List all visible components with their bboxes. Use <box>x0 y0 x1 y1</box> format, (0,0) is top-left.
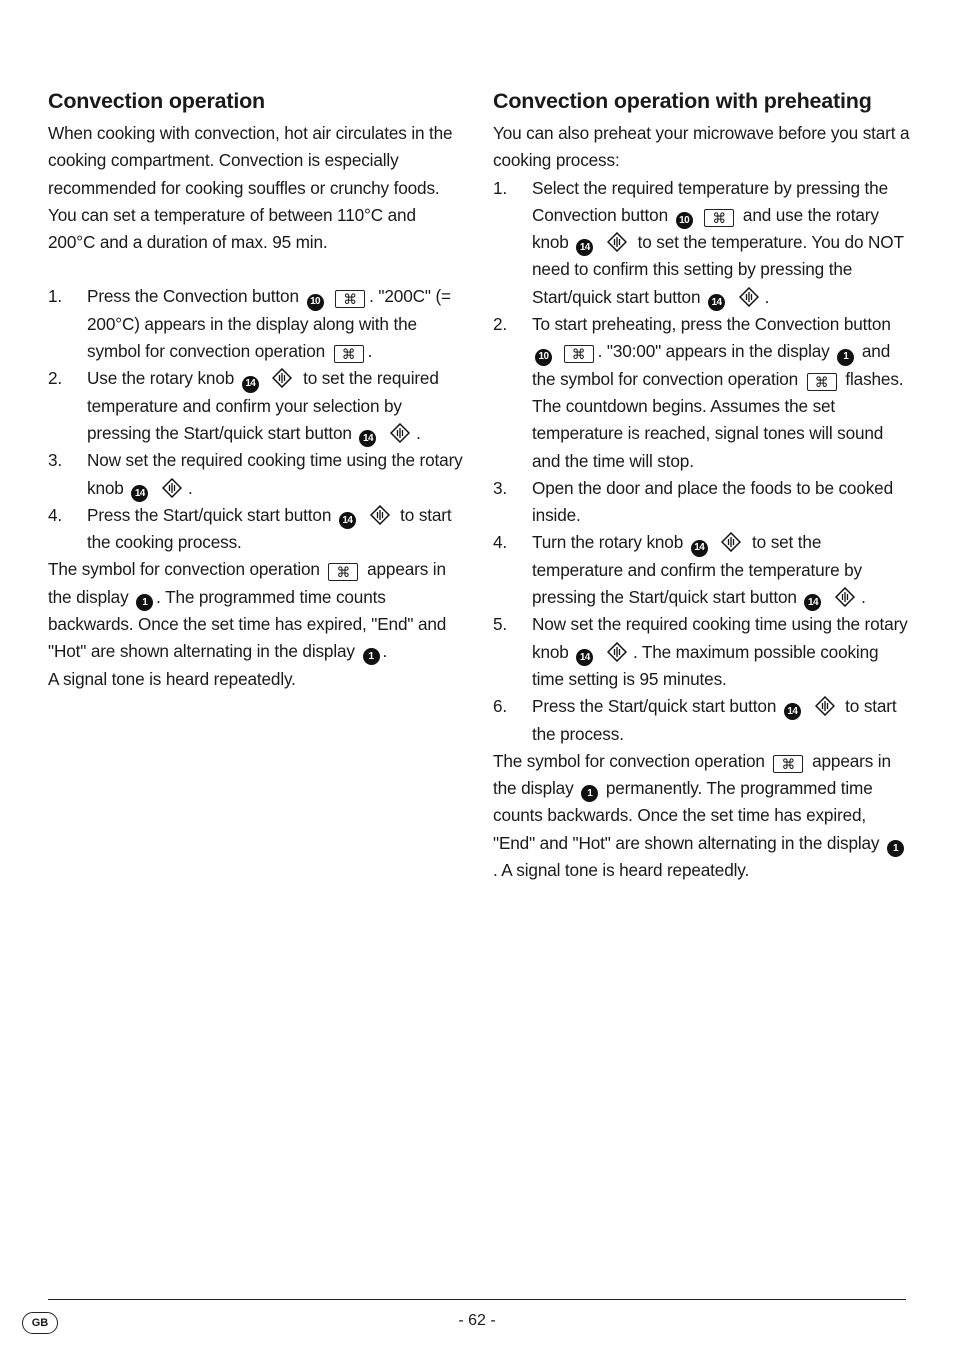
step-text: . "200C" (= 200°C) appears in the display along with the symbol for convection operation <box>87 286 451 362</box>
steps-list <box>48 283 464 556</box>
step-text: . <box>416 422 421 443</box>
step-text: and use the rotary knob <box>532 204 879 253</box>
rotary-knob-icon <box>370 505 390 525</box>
step-text: Use the rotary knob <box>87 368 235 389</box>
step-text: Select the required temperature by pressing the Convection button <box>532 177 889 225</box>
outro-text: . <box>382 641 388 662</box>
step-number: 4. <box>48 504 63 525</box>
rotary-knob-icon <box>272 368 292 388</box>
list-item <box>493 693 911 748</box>
list-item <box>493 611 911 693</box>
intro-paragraph: When cooking with convection, hot air circulates in the cooking compartment. Convection is especially recommended for cooking souffles or crunchy foods. You can set a temperature of between 110°C and 200°C and a duration of max. 95 min. <box>48 123 453 253</box>
rotary-knob-icon <box>607 642 627 662</box>
rotary-knob-icon <box>835 587 855 607</box>
outro-text: permanently. The programmed time counts backwards. Once the set time has expired, "End" and "Hot" are shown alternating in the display <box>493 778 880 853</box>
ref-number-badge: 14 <box>576 649 593 666</box>
page-number: - 62 - <box>458 1312 496 1329</box>
step-text: to start the process. <box>532 696 897 744</box>
list-item <box>48 283 464 365</box>
step-text: and the symbol for convection operation <box>532 341 891 389</box>
section-heading-preheating: Convection operation with preheating <box>493 89 872 113</box>
outro-text: appears in the display <box>493 750 891 799</box>
step-text: flashes. The countdown begins. Assumes the set temperature is reached, signal tones will sound and the time will stop. <box>532 368 904 471</box>
step-text: Press the Start/quick start button <box>87 504 332 525</box>
outro-text: The symbol for convection operation <box>493 750 765 771</box>
ref-number-badge: 10 <box>307 294 324 311</box>
ref-number-badge: 14 <box>359 430 376 447</box>
section-heading-convection: Convection operation <box>48 89 265 113</box>
step-text: . "30:00" appears in the display <box>597 341 830 362</box>
rotary-knob-icon <box>721 532 741 552</box>
fan-symbol-icon: ⌘ <box>807 373 837 391</box>
step-number: 6. <box>493 696 508 717</box>
ref-number-badge: 10 <box>535 349 552 366</box>
rotary-knob-icon <box>815 696 835 716</box>
ref-number-badge: 1 <box>581 785 598 802</box>
ref-number-badge: 14 <box>691 540 708 557</box>
ref-number-badge: 14 <box>339 512 356 529</box>
fan-symbol-icon: ⌘ <box>334 345 364 363</box>
step-text: to set the temperature. You do NOT need to confirm this setting by pressing the Start/quick start button <box>532 232 904 307</box>
list-item <box>48 502 464 557</box>
fan-symbol-icon: ⌘ <box>564 345 594 363</box>
step-text: . <box>187 477 193 498</box>
rotary-knob-icon <box>390 423 410 443</box>
footer-divider <box>48 1299 906 1300</box>
fan-symbol-icon: ⌘ <box>704 209 734 227</box>
outro-text: . A signal tone is heard repeatedly. <box>493 860 750 881</box>
list-item <box>493 529 911 611</box>
step-text: . <box>367 341 373 362</box>
outro-text: The symbol for convection operation <box>48 559 320 580</box>
step-text: to set the temperature and confirm the temperature by pressing the Start/quick start button <box>532 532 862 608</box>
step-text: . <box>861 587 866 608</box>
ref-number-badge: 1 <box>837 349 854 366</box>
rotary-knob-icon <box>607 232 627 252</box>
step-number: 2. <box>493 314 508 335</box>
outro-text: A signal tone is heard repeatedly. <box>48 668 296 689</box>
step-text: Press the Start/quick start button <box>532 696 777 717</box>
ref-number-badge: 14 <box>131 485 148 502</box>
step-text: . The maximum possible cooking time setting is 95 minutes. <box>532 641 879 689</box>
left-column <box>48 86 464 693</box>
fan-symbol-icon: ⌘ <box>773 755 803 773</box>
ref-number-badge: 14 <box>708 294 725 311</box>
step-number: 4. <box>493 532 508 553</box>
ref-number-badge: 14 <box>804 594 821 611</box>
step-number: 1. <box>493 177 508 198</box>
fan-symbol-icon: ⌘ <box>328 563 358 581</box>
step-text: Open the door and place the foods to be cooked inside. <box>532 477 893 526</box>
step-text: . <box>764 286 770 307</box>
rotary-knob-icon <box>739 287 759 307</box>
list-item <box>493 311 911 475</box>
step-number: 5. <box>493 614 508 635</box>
list-item <box>48 365 464 447</box>
rotary-knob-icon <box>162 478 182 498</box>
right-column <box>493 86 911 884</box>
ref-number-badge: 1 <box>136 594 153 611</box>
steps-list <box>493 175 911 748</box>
step-number: 1. <box>48 286 63 307</box>
intro-paragraph: You can also preheat your microwave before you start a cooking process: <box>493 123 910 171</box>
step-text: Now set the required cooking time using the rotary knob <box>87 450 463 498</box>
outro-paragraph <box>493 748 911 884</box>
ref-number-badge: 14 <box>576 239 593 256</box>
ref-number-badge: 1 <box>363 648 380 665</box>
step-text: to set the required temperature and confirm your selection by pressing the Start/quick start button <box>87 368 439 443</box>
ref-number-badge: 14 <box>242 376 259 393</box>
ref-number-badge: 14 <box>784 703 801 720</box>
step-text: Now set the required cooking time using the rotary knob <box>532 614 908 662</box>
ref-number-badge: 10 <box>676 212 693 229</box>
ref-number-badge: 1 <box>887 840 904 857</box>
step-text: to start the cooking process. <box>87 504 452 553</box>
list-item <box>493 475 911 530</box>
language-badge: GB <box>22 1312 58 1334</box>
step-number: 3. <box>48 450 63 471</box>
step-number: 2. <box>48 368 63 389</box>
step-number: 3. <box>493 477 508 498</box>
list-item <box>493 175 911 311</box>
outro-paragraph <box>48 556 464 692</box>
step-text: Turn the rotary knob <box>532 532 684 553</box>
fan-symbol-icon: ⌘ <box>335 290 365 308</box>
outro-text: appears in the display <box>48 559 446 607</box>
list-item <box>48 447 464 502</box>
step-text: To start preheating, press the Convection button <box>532 314 891 335</box>
outro-text: . The programmed time counts backwards. Once the set time has expired, "End" and "Hot" are shown alternating in the display <box>48 586 447 662</box>
step-text: Press the Convection button <box>87 286 299 307</box>
